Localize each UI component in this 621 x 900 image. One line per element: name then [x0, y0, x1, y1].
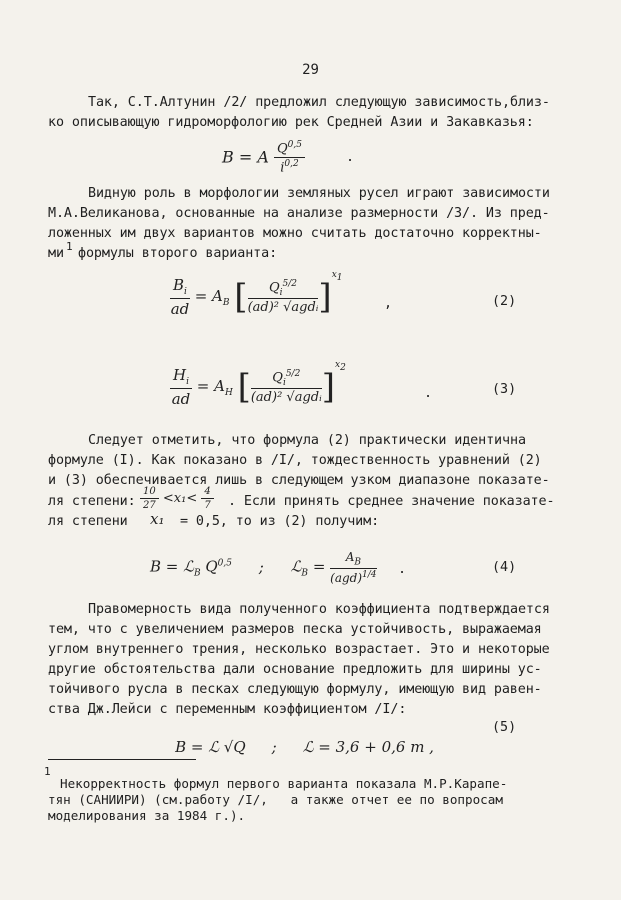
text-line: формулы второго варианта:	[78, 246, 278, 261]
eq2-comma: ,	[384, 296, 392, 311]
eq4-right-num-sub: B	[354, 557, 361, 568]
text-line: ложенных им двух вариантов можно считать достаточно корректны-	[48, 226, 542, 241]
eq5-right: ℒ = 3,6 + 0,6 m ,	[302, 738, 434, 756]
eq1-den: i	[280, 160, 285, 176]
ineq-mid: x₁	[173, 491, 187, 506]
eq2-inner-num: Q	[268, 279, 280, 295]
text-line: М.А.Великанова, основанные на анализе размерности /3/. Из пред-	[48, 206, 550, 221]
ineq-right-num: 4	[201, 486, 213, 499]
page-number: 29	[302, 62, 319, 78]
text-line: = 0,5, то из (2) получим:	[180, 514, 380, 529]
eq4-left-q: Q	[205, 557, 218, 576]
ineq-left-den: 27	[143, 500, 156, 511]
eq2-lhs-sub: i	[184, 287, 187, 297]
eq2-power-sub: 1	[336, 272, 343, 283]
text-line: ко описывающую гидроморфологию рек Средней Азии и Закавказья:	[48, 115, 534, 130]
eq4-right-num: A	[345, 550, 355, 564]
equation-5-number: (5)	[492, 720, 517, 735]
eq2-coef-sub: B	[222, 298, 230, 308]
eq1-lhs: B = A	[222, 147, 269, 167]
eq1-num-exp: 0,5	[287, 140, 302, 150]
eq4-right-den: (agd)	[330, 571, 363, 586]
text-line: тойчивого русла в песках следующую формулу, имеющую вид равен-	[48, 682, 542, 697]
equation-4-number: (4)	[492, 560, 517, 575]
eq2-lhs-den: ad	[170, 300, 190, 318]
text-line: ля степени:	[48, 494, 136, 509]
footnote-line: тян (САНИИРИ) (см.работу /I/, а также отчет ее по вопросам	[48, 792, 503, 807]
text-line: Правомерность вида полученного коэффициента подтверждается	[88, 602, 550, 617]
eq4-right-sub: B	[301, 568, 309, 579]
inequality: $\frac{10}{27}$ <x₁< $\frac{4}{7}$	[140, 486, 214, 511]
eq4-left: B = ℒ	[150, 557, 194, 576]
ineq-right-den: 7	[204, 500, 211, 511]
eq4-right-den-exp: 1/4	[362, 570, 377, 581]
footnote-line: моделирования за 1984 г.).	[48, 808, 246, 823]
eq4-left-sub: B	[193, 568, 201, 579]
eq3-coef: A	[214, 377, 225, 395]
text-line: . Если принять среднее значение показате-	[228, 494, 555, 509]
eq3-inner-exp: 5/2	[285, 368, 301, 379]
footnote-rule	[48, 759, 196, 760]
ineq-left-num: 10	[140, 486, 159, 499]
eq2-inner-den: (ad)² √agdᵢ	[247, 300, 319, 316]
text-line: Видную роль в морфологии земляных русел играют зависимости	[88, 186, 550, 201]
eq3-inner-sub: i	[282, 377, 286, 388]
equation-2-number: (2)	[492, 294, 517, 309]
eq5-sep: ;	[271, 738, 277, 756]
eq3-dot: .	[424, 386, 432, 401]
eq4-sep: ;	[258, 557, 264, 576]
footnote-mark: 1	[44, 765, 51, 778]
eq2-inner-exp: 5/2	[282, 278, 298, 289]
eq2-lhs-num: B	[173, 276, 185, 294]
equation-3: $\frac{H_i}{ad}$ = $A_H$ [ $\frac{Q_i^{5/2}}{\text{(ad)² √agdᵢ}}$ ]$^{x_2}$	[171, 360, 346, 408]
text-line: тем, что с увеличением размеров песка устойчивость, выражаемая	[48, 622, 542, 637]
eq3-lhs-num: H	[173, 366, 187, 384]
text-line: и (3) обеспечивается лишь в следующем узком диапазоне показате-	[48, 473, 550, 488]
eq1-num: Q	[276, 141, 288, 157]
equation-2: $\frac{B_i}{ad}$ = $A_B$ [ $\frac{Q_i^{5/2}}{\text{(ad)² √agdᵢ}}$ ]$^{x_1}$	[170, 270, 343, 318]
eq2-power: x	[331, 270, 337, 280]
eq3-power: x	[334, 360, 341, 370]
eq3-inner-num: Q	[272, 369, 283, 385]
footnote-ref: 1	[66, 240, 73, 253]
text-line: ми	[48, 246, 64, 261]
eq4-right: ℒ	[290, 557, 302, 576]
text-line: углом внутреннего трения, несколько возрастает. Это и некоторые	[48, 642, 550, 657]
eq1-den-exp: 0,2	[284, 159, 299, 170]
eq4-left-exp: 0,5	[217, 558, 232, 569]
eq3-lhs-sub: i	[186, 377, 189, 387]
x1-variable: x₁	[150, 510, 165, 528]
text-line: другие обстоятельства дали основание предложить для ширины ус-	[48, 662, 542, 677]
eq1-dot: .	[346, 150, 354, 165]
equation-1	[222, 140, 305, 176]
text-line: Так, С.Т.Алтунин /2/ предложил следующую зависимость,близ-	[88, 95, 550, 110]
eq3-power-sub: 2	[340, 362, 346, 373]
eq3-lhs-den: ad	[171, 390, 191, 408]
eq2-inner-sub: i	[279, 287, 283, 298]
text-line: Следует отметить, что формула (2) практически идентична	[88, 433, 526, 448]
eq2-coef: A	[212, 287, 223, 305]
equation-4: B = ℒ$_B$ Q$^{0,5}$ ; ℒ$_B$ = $\frac{A_B}{(agd)^{1/4}}$	[150, 550, 377, 586]
eq4-dot: .	[398, 562, 406, 577]
eq3-inner-den: (ad)² √agdᵢ	[250, 390, 322, 406]
footnote-line: Некорректность формул первого варианта показала М.Р.Карапе-	[60, 776, 508, 791]
equation-5	[156, 720, 434, 774]
eq3-coef-sub: H	[224, 388, 233, 398]
text-line: ля степени	[48, 514, 128, 529]
text-line: формуле (I). Как показано в /I/, тождественность уравнений (2)	[48, 453, 542, 468]
eq5-left: B = ℒ √Q	[175, 738, 246, 756]
text-line: ства Дж.Лейси с переменным коэффициентом /I/:	[48, 702, 407, 717]
equation-3-number: (3)	[492, 382, 517, 397]
